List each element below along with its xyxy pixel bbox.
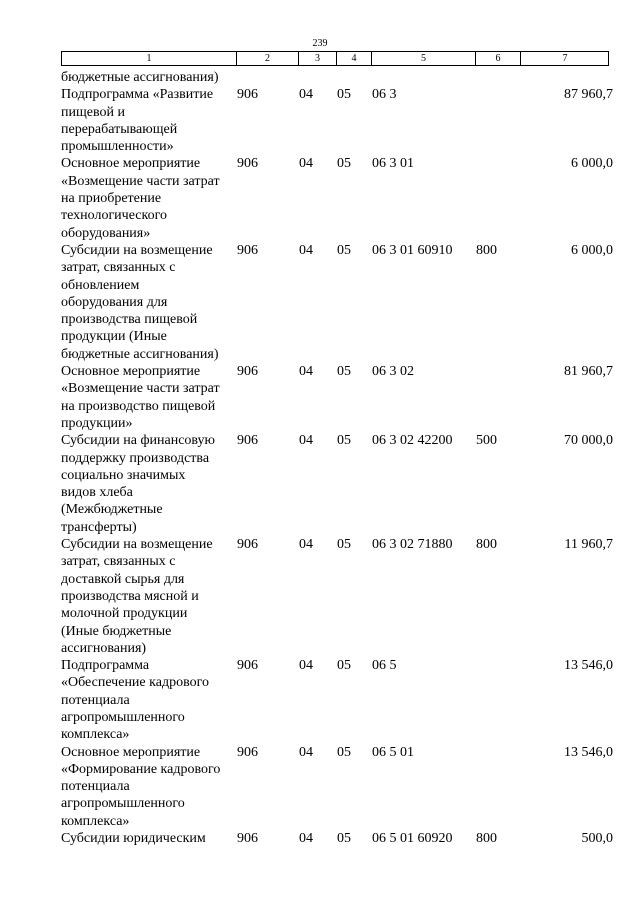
row-name-line: «Возмещение части затрат [61,173,220,189]
row-code-csr: 06 5 01 60920 [372,831,453,847]
row-name-line: промышленности» [61,139,174,155]
row-code-csr: 06 3 01 60910 [372,242,453,258]
row-code-vr: 800 [476,831,497,847]
row-name [61,744,236,830]
row-code-rz: 04 [299,364,313,380]
row-amount [520,69,613,86]
table-row [61,363,613,432]
row-code-pr: 05 [337,156,351,172]
row-name-line: перерабатывающей [61,121,178,137]
header-col-1: 1 [62,52,237,65]
row-code-pr: 05 [337,364,351,380]
table-row [61,242,613,363]
row-code-pr: 05 [337,744,351,760]
row-code-vr [475,363,520,432]
row-code-csr [371,69,475,86]
row-name-line: продукции» [61,415,133,431]
row-code-rz: 04 [299,433,313,449]
header-col-2: 2 [237,52,299,65]
row-code-vr [475,657,520,743]
row-name-line: социально значимых [61,467,186,483]
row-name-line: продукции (Иные [61,329,167,345]
row-name-line: Субсидии на финансовую [61,433,216,449]
row-name-line: бюджетные ассигнования) [61,346,219,362]
row-amount: 13 546,0 [564,744,613,760]
row-amount: 81 960,7 [564,364,613,380]
row-name-line: Подпрограмма [61,658,150,674]
row-name-line: видов хлеба [61,485,133,501]
header-col-5: 5 [372,52,476,65]
row-code-gr: 906 [237,658,258,674]
row-code-rz: 04 [299,87,313,103]
row-code-vr: 800 [476,537,497,553]
row-code-pr: 05 [337,242,351,258]
row-code-rz: 04 [299,537,313,553]
row-code-vr [475,86,520,155]
row-code-csr: 06 5 01 [372,744,414,760]
row-code-rz: 04 [299,242,313,258]
row-name-line: потенциала [61,692,130,708]
row-name-line: Субсидии юридическим [61,831,206,847]
row-name-line: агропромышленного [61,796,185,812]
row-name [61,69,236,86]
row-amount: 6 000,0 [571,156,613,172]
row-code-rz: 04 [299,156,313,172]
table-row [61,432,613,536]
row-code-gr: 906 [237,831,258,847]
row-code-gr: 906 [237,433,258,449]
row-code-vr [475,155,520,241]
table-row [61,86,613,155]
row-code-pr [336,69,371,86]
row-name [61,363,236,432]
row-name-line: ассигнования) [61,640,147,656]
row-name-line: затрат, связанных с [61,260,176,276]
table-body [61,69,613,847]
row-amount: 6 000,0 [571,242,613,258]
row-name-line: Подпрограмма «Развитие [61,87,214,103]
row-code-vr: 800 [476,242,497,258]
row-name-line: Основное мероприятие [61,364,201,380]
row-code-csr: 06 3 [372,87,397,103]
row-code-gr: 906 [237,87,258,103]
row-code-gr [236,69,298,86]
row-code-vr [475,744,520,830]
row-name-line: Субсидии на возмещение [61,537,213,553]
header-col-6: 6 [476,52,521,65]
row-name-line: «Обеспечение кадрового [61,675,209,691]
table-row [61,657,613,743]
row-name-line: комплекса» [61,813,130,829]
row-name-line: трансферты) [61,519,137,535]
row-name [61,830,236,847]
row-code-gr: 906 [237,242,258,258]
row-name-line: молочной продукции [61,606,188,622]
row-name-line: потенциала [61,779,130,795]
row-amount: 70 000,0 [564,433,613,449]
row-name-line: производства мясной и [61,588,199,604]
row-code-csr: 06 3 01 [372,156,414,172]
row-name-line: производства пищевой [61,312,198,328]
table-row [61,830,613,847]
row-name [61,432,236,536]
row-code-pr: 05 [337,658,351,674]
row-name [61,155,236,241]
header-col-3: 3 [299,52,337,65]
table-row [61,155,613,241]
row-name [61,536,236,657]
row-code-pr: 05 [337,537,351,553]
row-name [61,657,236,743]
row-code-pr: 05 [337,831,351,847]
table-row [61,744,613,830]
row-name-line: обновлением [61,277,140,293]
row-name-line: Основное мероприятие [61,744,201,760]
row-code-rz: 04 [299,831,313,847]
row-code-csr: 06 3 02 [372,364,414,380]
row-code-pr: 05 [337,87,351,103]
row-name-line: доставкой сырья для [61,571,185,587]
row-name [61,86,236,155]
row-amount: 87 960,7 [564,87,613,103]
table-row [61,536,613,657]
row-code-vr [475,69,520,86]
row-name-line: Основное мероприятие [61,156,201,172]
row-code-rz [298,69,336,86]
row-name-line: «Формирование кадрового [61,761,221,777]
row-name-line: технологического [61,208,167,224]
row-name-line: на приобретение [61,191,162,207]
row-amount: 500,0 [581,831,613,847]
row-name-line: на производство пищевой [61,398,216,414]
row-code-pr: 05 [337,433,351,449]
row-code-vr: 500 [476,433,497,449]
header-col-4: 4 [337,52,372,65]
row-code-gr: 906 [237,744,258,760]
row-amount: 13 546,0 [564,658,613,674]
row-code-rz: 04 [299,744,313,760]
row-code-gr: 906 [237,156,258,172]
row-code-rz: 04 [299,658,313,674]
row-name-line: бюджетные ассигнования) [61,70,219,85]
row-amount: 11 960,7 [564,537,613,553]
row-name-line: затрат, связанных с [61,554,176,570]
row-name-line: Субсидии на возмещение [61,242,213,258]
row-code-gr: 906 [237,364,258,380]
page-number: 239 [312,38,328,49]
row-name-line: (Межбюджетные [61,502,163,518]
header-col-7: 7 [562,53,568,64]
row-name-line: оборудования для [61,294,168,310]
row-name-line: пищевой и [61,104,125,120]
table-header [61,51,609,66]
row-name-line: «Возмещение части затрат [61,381,220,397]
row-name-line: поддержку производства [61,450,210,466]
row-code-csr: 06 3 02 42200 [372,433,453,449]
row-name-line: комплекса» [61,727,130,743]
row-name [61,242,236,363]
row-code-csr: 06 3 02 71880 [372,537,453,553]
row-code-csr: 06 5 [372,658,397,674]
row-name-line: агропромышленного [61,709,185,725]
row-name-line: (Иные бюджетные [61,623,172,639]
row-name-line: оборудования» [61,225,151,241]
table-row [61,69,613,86]
row-code-gr: 906 [237,537,258,553]
